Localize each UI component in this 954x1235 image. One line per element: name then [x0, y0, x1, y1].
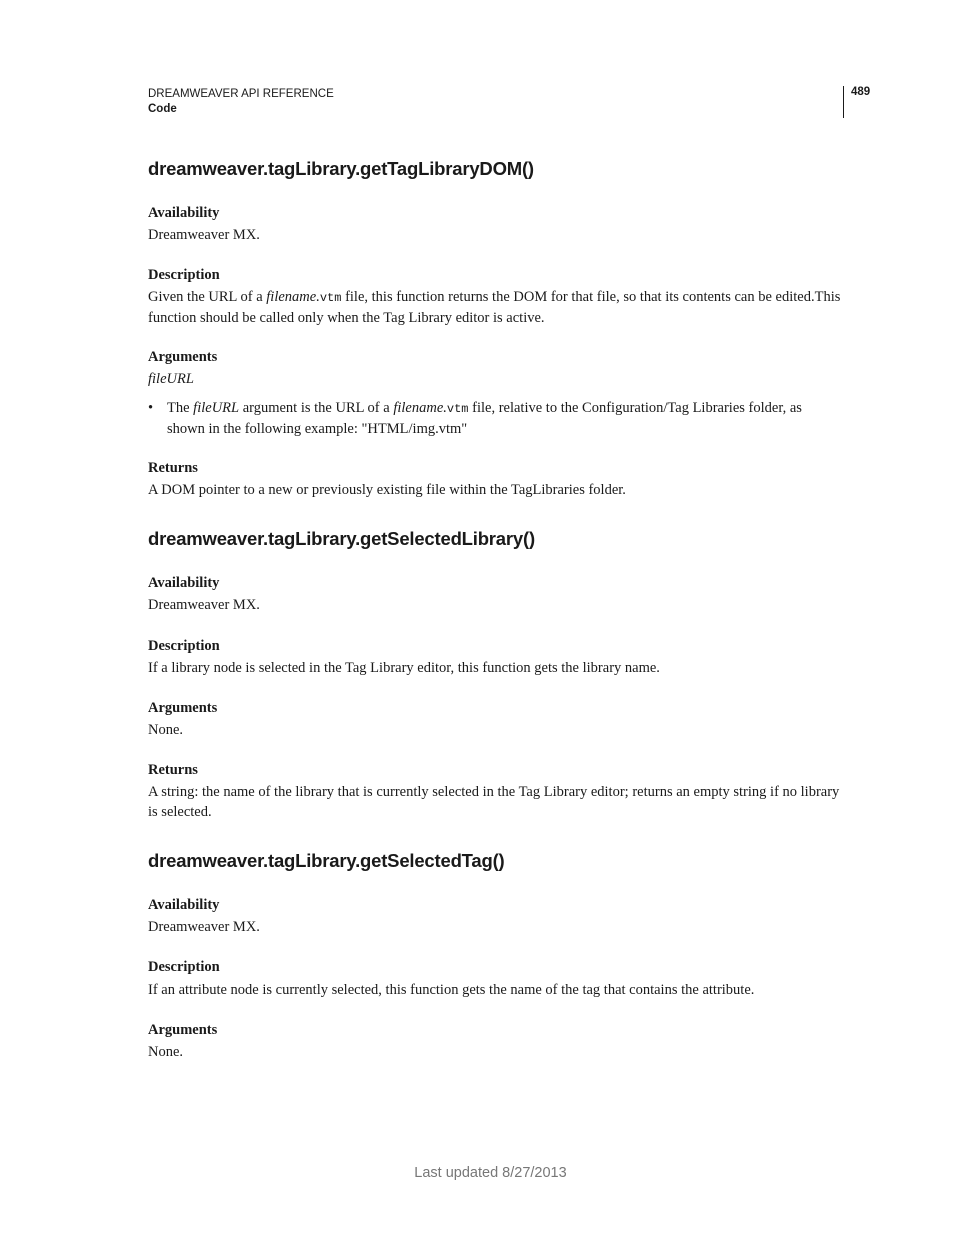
header-divider [843, 86, 844, 118]
bullet-marker: • [148, 400, 154, 416]
description-heading: Description [148, 638, 220, 654]
availability-heading: Availability [148, 897, 220, 913]
bullet-text-part: file, relative to the Configuration/Tag Libraries folder, as shown in the following example: "HTML/img.vtm" [167, 400, 802, 437]
entry-title-get-selected-tag: dreamweaver.tagLibrary.getSelectedTag() [148, 850, 505, 871]
arguments-text: None. [148, 1044, 184, 1060]
availability-heading: Availability [148, 205, 220, 221]
argument-name-italic: fileURL [148, 371, 194, 387]
availability-text: Dreamweaver MX. [148, 227, 260, 243]
arguments-heading: Arguments [148, 1022, 218, 1038]
description-heading: Description [148, 267, 220, 283]
arguments-heading: Arguments [148, 349, 218, 365]
bullet-text-part: argument is the URL of a [239, 400, 394, 416]
file-extension-code: vtm [319, 291, 342, 305]
footer-last-updated: Last updated 8/27/2013 [414, 1165, 567, 1181]
description-text: If an attribute node is currently selected, this function gets the name of the tag that contains the attribute. [148, 982, 755, 998]
description-text-part: Given the URL of a [148, 289, 267, 305]
availability-text: Dreamweaver MX. [148, 919, 260, 935]
page-number: 489 [851, 86, 871, 98]
arguments-heading: Arguments [148, 700, 218, 716]
argument-italic: fileURL [193, 400, 240, 416]
bullet-text [167, 398, 842, 439]
description-text [148, 287, 842, 328]
entry-title-get-tag-library-dom: dreamweaver.tagLibrary.getTagLibraryDOM() [148, 158, 534, 179]
filename-italic: filename. [266, 289, 320, 305]
running-header [148, 87, 334, 117]
chapter-name: Code [148, 103, 177, 115]
argument-name [148, 369, 194, 389]
filename-italic: filename. [393, 400, 447, 416]
entry-title-get-selected-library: dreamweaver.tagLibrary.getSelectedLibrary() [148, 528, 535, 549]
book-title: DREAMWEAVER API REFERENCE [148, 88, 334, 100]
description-text: If a library node is selected in the Tag Library editor, this function gets the library name. [148, 660, 660, 676]
returns-heading: Returns [148, 762, 198, 778]
description-heading: Description [148, 959, 220, 975]
file-extension-code: vtm [446, 402, 469, 416]
description-text-part: file, this function returns the DOM for that file, so that its contents can be edited.This function should be called only when the Tag Library editor is active. [148, 289, 841, 326]
availability-text: Dreamweaver MX. [148, 597, 260, 613]
availability-heading: Availability [148, 575, 220, 591]
returns-text: A string: the name of the library that is currently selected in the Tag Library editor; returns an empty string if no library is selected. [148, 784, 840, 820]
argument-bullet [148, 398, 842, 439]
returns-heading: Returns [148, 460, 198, 476]
arguments-text: None. [148, 722, 184, 738]
bullet-text-part: The [167, 400, 194, 416]
returns-text: A DOM pointer to a new or previously existing file within the TagLibraries folder. [148, 482, 626, 498]
